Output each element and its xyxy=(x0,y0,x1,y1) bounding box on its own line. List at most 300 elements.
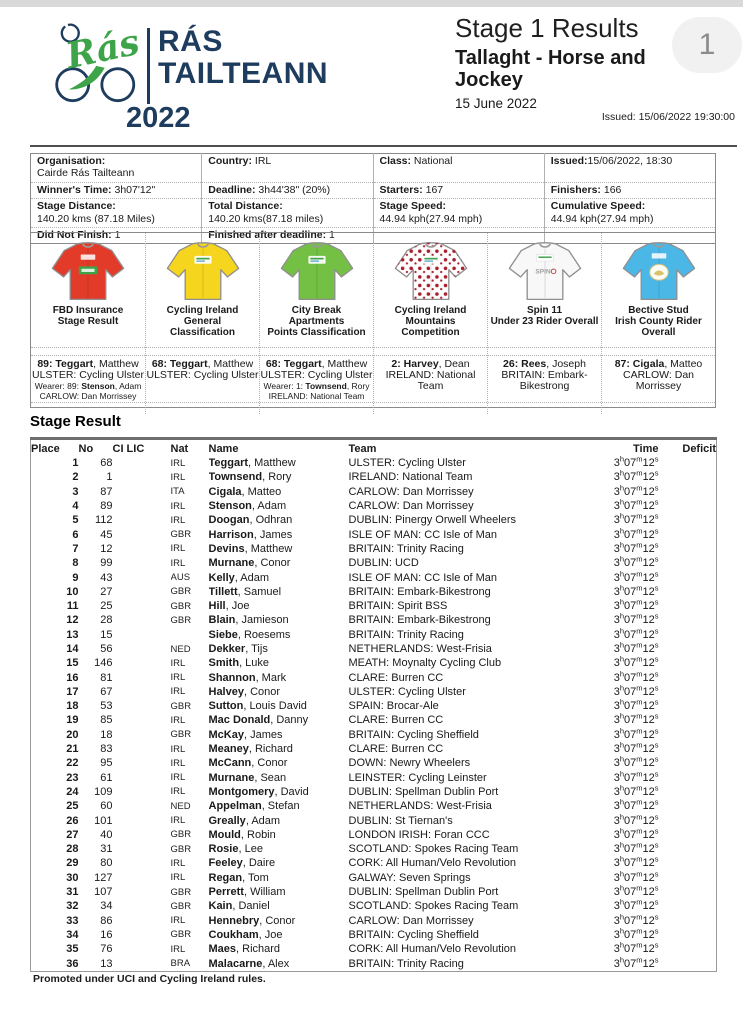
cell-time: 3$^h$07$^m$12$^s$ xyxy=(613,842,659,856)
cell-ci-lic xyxy=(113,699,171,713)
cell-nat: AUS xyxy=(170,572,191,584)
cell-team: LONDON IRISH: Foran CCC xyxy=(348,828,490,841)
cell-name: Doogan, Odhran xyxy=(208,514,293,527)
cell-ci-lic xyxy=(113,756,171,770)
cell-place: 24 xyxy=(66,785,79,798)
cell-team: ULSTER: Cycling Ulster xyxy=(348,457,466,470)
result-row xyxy=(31,656,717,670)
cell-nat: GBR xyxy=(170,900,192,912)
cell-time: 3$^h$07$^m$12$^s$ xyxy=(613,713,659,727)
result-row xyxy=(31,771,717,785)
cell-name: Mould, Robin xyxy=(208,828,276,841)
result-row xyxy=(31,928,717,942)
cell-time: 3$^h$07$^m$12$^s$ xyxy=(613,870,659,884)
cell-place: 16 xyxy=(66,671,79,684)
cell-team: CLARE: Burren CC xyxy=(348,714,444,727)
cell-name: Murnane, Conor xyxy=(208,557,291,570)
cell-time: 3$^h$07$^m$12$^s$ xyxy=(613,656,659,670)
cell-no: 40 xyxy=(100,828,113,841)
page-title: Stage 1 Results xyxy=(455,13,639,43)
cell-time: 3$^h$07$^m$12$^s$ xyxy=(613,927,659,941)
cell-place: 23 xyxy=(66,771,79,784)
general-classification-jersey xyxy=(160,233,246,302)
cell-nat: IRL xyxy=(170,657,186,669)
cell-team: DOWN: Newry Wheelers xyxy=(348,757,471,770)
cell-name: Rosie, Lee xyxy=(208,843,263,856)
result-row xyxy=(31,713,717,727)
cell-ci-lic xyxy=(113,799,171,813)
cell-deficit xyxy=(659,485,717,499)
cell-team: BRITAIN: Embark-Bikestrong xyxy=(348,585,491,598)
cell-time: 3$^h$07$^m$12$^s$ xyxy=(613,613,659,627)
cell-no: 25 xyxy=(100,600,113,613)
cell-place: 28 xyxy=(66,843,79,856)
cell-nat: IRL xyxy=(170,815,186,827)
cell-no: 61 xyxy=(100,771,113,784)
col-header-name: Name xyxy=(208,442,239,455)
cell-no: 81 xyxy=(100,671,113,684)
cell-no: 67 xyxy=(100,685,113,698)
result-row xyxy=(31,842,717,856)
cell-time: 3$^h$07$^m$12$^s$ xyxy=(613,470,659,484)
cell-place: 5 xyxy=(72,514,79,527)
cell-deficit xyxy=(659,670,717,684)
info-row xyxy=(31,182,716,198)
cell-place: 13 xyxy=(66,628,79,641)
jersey-cell-footer xyxy=(374,402,487,414)
cell-nat: IRL xyxy=(170,943,186,955)
cell-ci-lic xyxy=(113,628,171,642)
cell-deficit xyxy=(659,656,717,670)
cell-ci-lic xyxy=(113,956,171,971)
cell-nat: GBR xyxy=(170,614,192,626)
info-cell: Deadline: 3h44'38" (20%) xyxy=(202,182,373,198)
cell-team: CARLOW: Dan Morrissey xyxy=(348,500,474,513)
cell-deficit xyxy=(659,956,717,971)
stage-result-jersey xyxy=(45,233,131,302)
results-header-row xyxy=(31,439,717,457)
jersey-title: Spin 11 Under 23 Rider Overall xyxy=(490,305,599,328)
result-row xyxy=(31,613,717,627)
cell-ci-lic xyxy=(113,899,171,913)
cell-nat: ITA xyxy=(170,486,185,498)
info-cell: Organisation: Cairde Rás Tailteann xyxy=(37,155,135,180)
cell-time: 3$^h$07$^m$12$^s$ xyxy=(613,727,659,741)
info-cell: Issued:15/06/2022, 18:30 xyxy=(544,154,715,183)
cell-place: 4 xyxy=(72,500,79,513)
cell-place: 33 xyxy=(66,914,79,927)
cell-nat: GBR xyxy=(170,586,192,598)
cell-time: 3$^h$07$^m$12$^s$ xyxy=(613,799,659,813)
cell-ci-lic xyxy=(113,685,171,699)
cell-deficit xyxy=(659,713,717,727)
general-classification-jersey-cell xyxy=(145,233,259,414)
cell-place: 6 xyxy=(72,528,79,541)
cell-place: 12 xyxy=(66,614,79,627)
cell-nat: IRL xyxy=(170,500,186,512)
classification-leaders-panel xyxy=(30,232,716,408)
cell-team: DUBLIN: Pinergy Orwell Wheelers xyxy=(348,514,516,527)
cell-no: 68 xyxy=(100,457,113,470)
cell-no: 86 xyxy=(100,914,113,927)
cell-nat: GBR xyxy=(170,929,192,941)
cell-nat xyxy=(171,628,209,642)
cell-place: 27 xyxy=(66,828,79,841)
leader-info: 89: Teggart, Matthew ULSTER: Cycling Ulster Wearer: 89: Stenson, Adam CARLOW: Dan Morrissey xyxy=(31,358,145,401)
cell-no: 101 xyxy=(94,814,113,827)
cell-name: Perrett, William xyxy=(208,886,286,899)
cell-team: CLARE: Burren CC xyxy=(348,671,444,684)
cell-no: 85 xyxy=(100,714,113,727)
result-row xyxy=(31,456,717,470)
cell-ci-lic xyxy=(113,885,171,899)
cell-team: CORK: All Human/Velo Revolution xyxy=(348,857,517,870)
result-row xyxy=(31,813,717,827)
info-cell: Finished after deadline: 1 xyxy=(202,227,373,243)
cell-deficit xyxy=(659,756,717,770)
col-header-time: Time xyxy=(633,442,659,455)
cell-name: Montgomery, David xyxy=(208,785,309,798)
leader-info: 2: Harvey, Dean IRELAND: National Team xyxy=(385,358,476,393)
cell-nat: BRA xyxy=(170,958,191,970)
cell-nat: GBR xyxy=(170,729,192,741)
cell-name: Murnane, Sean xyxy=(208,771,287,784)
result-row xyxy=(31,527,717,541)
cell-nat: IRL xyxy=(170,757,186,769)
cell-name: Feeley, Daire xyxy=(208,857,276,870)
cell-time: 3$^h$07$^m$12$^s$ xyxy=(613,556,659,570)
cell-time: 3$^h$07$^m$12$^s$ xyxy=(613,670,659,684)
cell-nat: GBR xyxy=(170,829,192,841)
cell-team: ISLE OF MAN: CC Isle of Man xyxy=(348,571,498,584)
cell-no: 109 xyxy=(94,785,113,798)
cell-time: 3$^h$07$^m$12$^s$ xyxy=(613,899,659,913)
result-row xyxy=(31,642,717,656)
cell-name: Sutton, Louis David xyxy=(208,700,307,713)
cell-no: 112 xyxy=(94,514,113,527)
cell-ci-lic xyxy=(113,828,171,842)
cell-team: DUBLIN: St Tiernan's xyxy=(348,814,453,827)
cell-no: 34 xyxy=(100,900,113,913)
points-classification-jersey-icon xyxy=(274,240,360,302)
cell-deficit xyxy=(659,570,717,584)
title-block xyxy=(455,13,665,111)
jersey-cell-divider xyxy=(602,347,715,356)
logo-wordmark xyxy=(158,26,328,89)
cell-team: BRITAIN: Trinity Racing xyxy=(348,957,464,970)
cell-nat: IRL xyxy=(170,714,186,726)
cell-team: BRITAIN: Trinity Racing xyxy=(348,542,464,555)
col-header-ci-lic: CI LIC xyxy=(112,442,145,455)
jersey-title: Cycling Ireland Mountains Competition xyxy=(394,305,467,339)
cell-no: 87 xyxy=(100,485,113,498)
cell-no: 27 xyxy=(100,585,113,598)
cell-name: Smith, Luke xyxy=(208,657,270,670)
cell-ci-lic xyxy=(113,771,171,785)
jersey-cell-footer xyxy=(260,402,373,414)
cell-team: CORK: All Human/Velo Revolution xyxy=(348,943,517,956)
cell-ci-lic xyxy=(113,813,171,827)
cell-time: 3$^h$07$^m$12$^s$ xyxy=(613,813,659,827)
cell-no: 99 xyxy=(100,557,113,570)
cell-ci-lic xyxy=(113,728,171,742)
cell-time: 3$^h$07$^m$12$^s$ xyxy=(613,598,659,613)
col-header-deficit: Deficit xyxy=(682,442,716,455)
stage-result-table xyxy=(30,437,717,972)
cell-place: 11 xyxy=(66,600,79,613)
cell-time: 3$^h$07$^m$12$^s$ xyxy=(613,456,659,470)
cell-nat: IRL xyxy=(170,857,186,869)
cell-nat: IRL xyxy=(170,772,186,784)
cell-no: 107 xyxy=(94,886,113,899)
result-row xyxy=(31,556,717,570)
info-cell: Country: IRL xyxy=(202,154,373,183)
cell-place: 7 xyxy=(72,542,79,555)
result-row xyxy=(31,499,717,513)
cell-deficit xyxy=(659,628,717,642)
cell-deficit xyxy=(659,542,717,556)
cell-name: Teggart, Matthew xyxy=(208,457,296,470)
info-cell: Class: National xyxy=(373,154,544,183)
cell-ci-lic xyxy=(113,785,171,799)
cell-deficit xyxy=(659,685,717,699)
cell-nat: IRL xyxy=(170,786,186,798)
cyclist-logo-icon xyxy=(52,18,146,110)
cell-no: 12 xyxy=(100,542,113,555)
result-row xyxy=(31,599,717,613)
cell-name: Shannon, Mark xyxy=(208,671,287,684)
cell-no: 76 xyxy=(100,943,113,956)
leader-info: 87: Cigala, Matteo CARLOW: Dan Morrissey xyxy=(614,358,703,393)
cell-name: Townsend, Rory xyxy=(208,471,292,484)
jersey-title: Bective Stud Irish County Rider Overall xyxy=(615,305,702,339)
cell-ci-lic xyxy=(113,599,171,613)
info-cell: Cumulative Speed: 44.94 kph(27.94 mph) xyxy=(544,199,715,228)
cell-nat: NED xyxy=(170,800,191,812)
cell-deficit xyxy=(659,456,717,470)
result-row xyxy=(31,956,717,971)
cell-name: Maes, Richard xyxy=(208,943,281,956)
cell-deficit xyxy=(659,942,717,956)
jersey-cell-divider xyxy=(488,347,601,356)
cell-no: 56 xyxy=(100,643,113,655)
result-row xyxy=(31,470,717,484)
result-row xyxy=(31,742,717,756)
cell-no: 80 xyxy=(100,857,113,870)
col-header-no: No xyxy=(78,442,94,455)
cell-name: Mac Donald, Danny xyxy=(208,714,309,727)
cell-deficit xyxy=(659,613,717,627)
cell-place: 22 xyxy=(66,757,79,770)
cell-team: LEINSTER: Cycling Leinster xyxy=(348,771,487,784)
cell-time: 3$^h$07$^m$12$^s$ xyxy=(613,541,659,555)
result-row xyxy=(31,585,717,599)
jersey-title: Cycling Ireland General Classification xyxy=(166,305,239,339)
cell-place: 25 xyxy=(66,800,79,813)
cell-time: 3$^h$07$^m$12$^s$ xyxy=(613,741,659,756)
cell-time: 3$^h$07$^m$12$^s$ xyxy=(613,784,659,798)
cell-place: 15 xyxy=(66,657,79,670)
leader-info: 68: Teggart, Matthew ULSTER: Cycling Ulster Wearer: 1: Townsend, Rory IRELAND: National Team xyxy=(260,358,373,401)
cell-nat: IRL xyxy=(170,743,186,755)
cell-place: 20 xyxy=(66,728,79,741)
page-number-badge: 1 xyxy=(672,17,742,73)
cell-deficit xyxy=(659,899,717,913)
cell-ci-lic xyxy=(113,713,171,727)
cell-name: Dekker, Tijs xyxy=(208,643,268,655)
cell-nat: GBR xyxy=(170,529,192,541)
cell-deficit xyxy=(659,470,717,484)
cell-ci-lic xyxy=(113,556,171,570)
cell-no: 13 xyxy=(100,957,113,970)
stage-route: Tallaght - Horse and Jockey xyxy=(455,47,646,92)
stage-result-jersey-icon xyxy=(45,240,131,302)
info-cell: Stage Speed: 44.94 kph(27.94 mph) xyxy=(373,199,544,228)
cell-ci-lic xyxy=(113,585,171,599)
ras-script-text: Rás xyxy=(62,20,144,78)
cell-name: Kelly, Adam xyxy=(208,571,270,584)
result-row xyxy=(31,628,717,642)
cell-time: 3$^h$07$^m$12$^s$ xyxy=(613,956,659,970)
cell-deficit xyxy=(659,928,717,942)
stage-result-jersey-cell xyxy=(31,233,145,414)
info-cell: Stage Distance: 140.20 kms (87.18 Miles) xyxy=(31,199,202,228)
ras-tailteann-logo xyxy=(52,16,352,136)
result-row xyxy=(31,914,717,928)
cell-time: 3$^h$07$^m$12$^s$ xyxy=(613,913,659,927)
cell-nat: IRL xyxy=(170,557,186,569)
wearer-info: Wearer: 89: Stenson, Adam CARLOW: Dan Morrissey xyxy=(34,381,142,401)
cell-place: 26 xyxy=(66,814,79,827)
result-row xyxy=(31,899,717,913)
county-rider-jersey-icon xyxy=(616,240,702,302)
cell-no: 89 xyxy=(100,500,113,513)
cell-place: 18 xyxy=(66,700,79,713)
cell-name: Meaney, Richard xyxy=(208,743,293,756)
cell-team: SPAIN: Brocar-Ale xyxy=(348,700,439,713)
cell-nat: IRL xyxy=(170,872,186,884)
jersey-cell-footer xyxy=(31,402,145,414)
cell-time: 3$^h$07$^m$12$^s$ xyxy=(613,584,659,598)
info-cell: Winner's Time: 3h07'12" xyxy=(31,182,202,198)
cell-no: 28 xyxy=(100,614,113,627)
info-cell: Starters: 167 xyxy=(373,182,544,198)
cell-deficit xyxy=(659,871,717,885)
cell-nat: IRL xyxy=(170,514,186,526)
cell-team: DUBLIN: Spellman Dublin Port xyxy=(348,785,499,798)
cell-time: 3$^h$07$^m$12$^s$ xyxy=(613,498,659,513)
cell-name: Siebe, Roesems xyxy=(208,628,291,641)
cell-place: 8 xyxy=(72,557,79,570)
cell-ci-lic xyxy=(113,914,171,928)
cell-team: GALWAY: Seven Springs xyxy=(348,871,471,884)
cell-team: BRITAIN: Cycling Sheffield xyxy=(348,928,479,941)
cell-team: ISLE OF MAN: CC Isle of Man xyxy=(348,528,498,541)
jersey-cell-footer xyxy=(488,402,601,414)
cell-time: 3$^h$07$^m$12$^s$ xyxy=(613,827,659,841)
cell-name: Hill, Joe xyxy=(208,600,250,613)
result-row xyxy=(31,542,717,556)
info-cell: Total Distance: 140.20 kms(87.18 miles) xyxy=(202,199,373,228)
result-row xyxy=(31,670,717,684)
cell-team: IRELAND: National Team xyxy=(348,471,473,484)
cell-deficit xyxy=(659,914,717,928)
result-row xyxy=(31,699,717,713)
cell-ci-lic xyxy=(113,499,171,513)
cell-team: CLARE: Burren CC xyxy=(348,743,444,756)
cell-deficit xyxy=(659,499,717,513)
cell-place: 30 xyxy=(66,871,79,884)
jersey-cell-divider xyxy=(374,347,487,356)
result-row xyxy=(31,756,717,770)
under-23-jersey-cell xyxy=(487,233,601,414)
cell-no: 1 xyxy=(106,471,113,484)
cell-deficit xyxy=(659,856,717,870)
cell-ci-lic xyxy=(113,856,171,870)
cell-team: DUBLIN: Spellman Dublin Port xyxy=(348,886,499,899)
cell-ci-lic xyxy=(113,871,171,885)
col-header-nat: Nat xyxy=(170,442,189,455)
race-info-table xyxy=(30,153,716,244)
result-row xyxy=(31,856,717,870)
cell-name: Halvey, Conor xyxy=(208,685,281,698)
cell-place: 17 xyxy=(66,685,79,698)
info-cell: Finishers: 166 xyxy=(544,182,715,198)
cell-ci-lic xyxy=(113,542,171,556)
cell-time: 3$^h$07$^m$12$^s$ xyxy=(613,856,659,870)
cell-nat: IRL xyxy=(170,543,186,555)
stage-date: 15 June 2022 xyxy=(455,95,537,111)
cell-name: Devins, Matthew xyxy=(208,542,293,555)
cell-team: CARLOW: Dan Morrissey xyxy=(348,485,474,498)
cell-nat: IRL xyxy=(170,457,186,469)
general-classification-jersey-icon xyxy=(160,240,246,302)
cell-team: BRITAIN: Spirit BSS xyxy=(348,600,448,613)
col-header-place: Place xyxy=(31,442,60,455)
cell-nat: GBR xyxy=(170,843,192,855)
cell-ci-lic xyxy=(113,656,171,670)
cell-no: 18 xyxy=(100,728,113,741)
cell-name: Malacarne, Alex xyxy=(208,957,290,970)
cell-name: McCann, Conor xyxy=(208,757,288,770)
cell-place: 14 xyxy=(66,643,79,655)
jersey-cell-footer xyxy=(146,402,259,414)
result-row xyxy=(31,485,717,499)
cell-team: ULSTER: Cycling Ulster xyxy=(348,685,466,698)
cell-place: 10 xyxy=(66,585,79,598)
cell-name: Greally, Adam xyxy=(208,814,281,827)
cell-deficit xyxy=(659,642,717,656)
cell-team: BRITAIN: Cycling Sheffield xyxy=(348,728,479,741)
cell-no: 146 xyxy=(94,657,113,670)
col-header-team: Team xyxy=(348,442,377,455)
cell-deficit xyxy=(659,527,717,541)
under-23-jersey-icon xyxy=(502,240,588,302)
cell-ci-lic xyxy=(113,456,171,470)
cell-no: 16 xyxy=(100,928,113,941)
leader-info: 26: Rees, Joseph BRITAIN: Embark-Bikestrong xyxy=(501,358,588,393)
cell-team: DUBLIN: UCD xyxy=(348,557,419,570)
cell-time: 3$^h$07$^m$12$^s$ xyxy=(613,756,659,770)
result-row xyxy=(31,828,717,842)
top-edge-strip xyxy=(0,0,743,7)
mountains-competition-jersey-cell xyxy=(373,233,487,414)
cell-deficit xyxy=(659,771,717,785)
under-23-jersey xyxy=(502,233,588,302)
county-rider-jersey-cell xyxy=(601,233,715,414)
cell-ci-lic xyxy=(113,485,171,499)
jersey-cell-footer xyxy=(602,402,715,414)
